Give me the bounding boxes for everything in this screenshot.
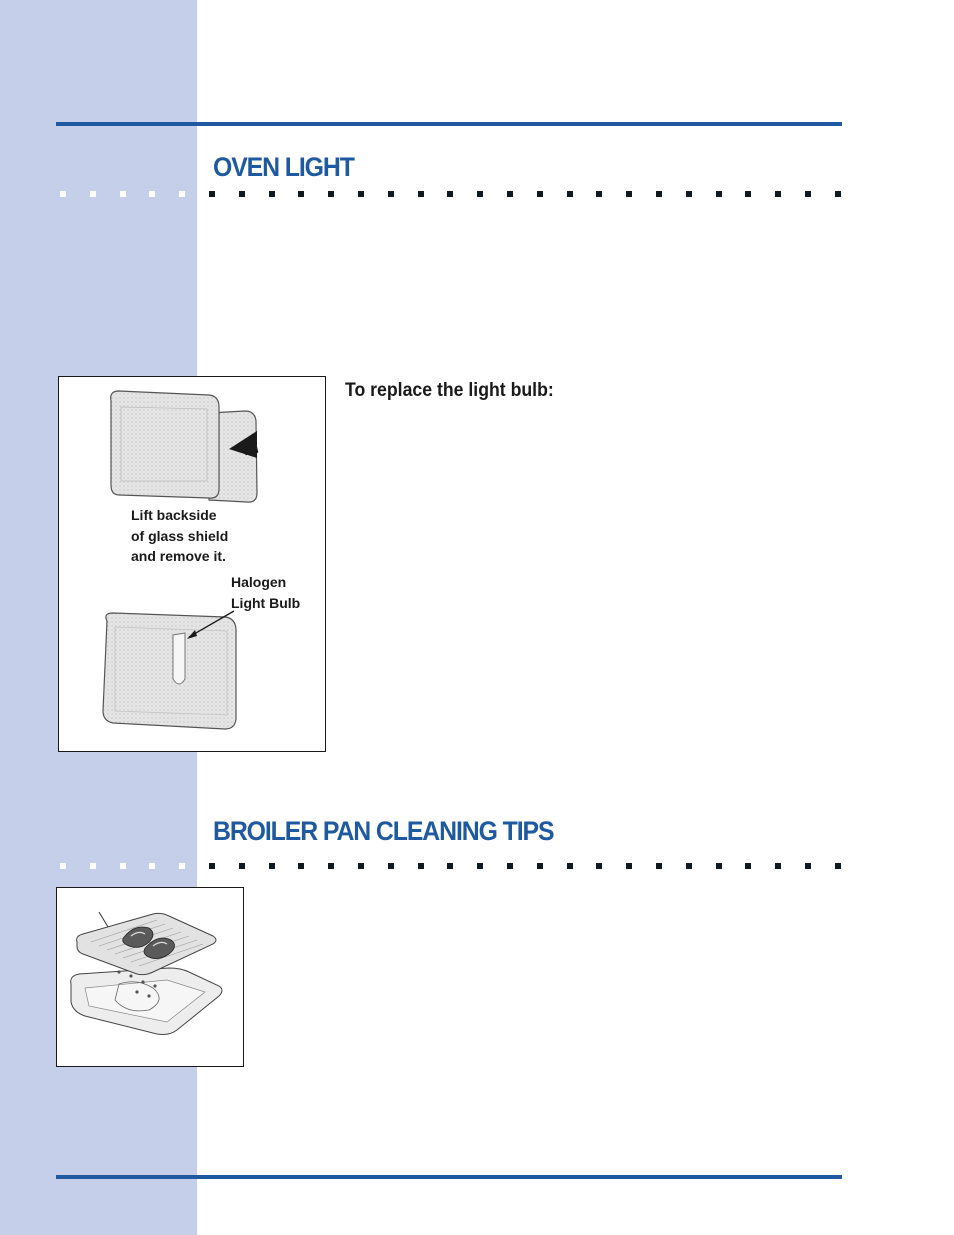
divider-dot (775, 191, 781, 197)
divider-dot (120, 191, 126, 197)
divider-dot (298, 191, 304, 197)
divider-dot (269, 863, 275, 869)
bottom-rule (56, 1175, 842, 1179)
divider-dot (596, 863, 602, 869)
divider-dot (805, 863, 811, 869)
divider-dot (775, 863, 781, 869)
divider-dot (477, 191, 483, 197)
divider-dot (447, 863, 453, 869)
caption-line: of glass shield (131, 527, 229, 544)
divider-dot (716, 863, 722, 869)
divider-dot (835, 863, 841, 869)
divider-dot (209, 191, 215, 197)
divider-dot (120, 863, 126, 869)
divider-dot (686, 191, 692, 197)
divider-dot (745, 863, 751, 869)
oven-light-figure (58, 376, 326, 752)
divider-dot (358, 863, 364, 869)
oven-light-title: OVEN LIGHT (213, 152, 354, 182)
divider-dot (90, 863, 96, 869)
top-rule (56, 122, 842, 126)
caption-line: Halogen (231, 574, 287, 590)
divider-dot (507, 863, 513, 869)
divider-dot (239, 191, 245, 197)
divider-dot (537, 863, 543, 869)
divider-dot (447, 191, 453, 197)
broiler-pan-illustration (57, 888, 245, 1068)
divider-dot (656, 191, 662, 197)
replace-bulb-subheading: To replace the light bulb: (345, 380, 554, 401)
divider-dot (537, 191, 543, 197)
divider-dot (716, 191, 722, 197)
divider-dot (239, 863, 245, 869)
divider-dot (477, 863, 483, 869)
divider-dot (60, 191, 66, 197)
divider-dot (388, 863, 394, 869)
divider-dot (745, 191, 751, 197)
dotted-divider (56, 862, 846, 870)
divider-dot (418, 191, 424, 197)
divider-dot (209, 863, 215, 869)
divider-dot (179, 863, 185, 869)
divider-dot (656, 863, 662, 869)
divider-dot (626, 191, 632, 197)
divider-dot (835, 191, 841, 197)
divider-dot (567, 191, 573, 197)
divider-dot (179, 191, 185, 197)
light-bulb-icon (173, 633, 185, 684)
divider-dot (60, 863, 66, 869)
divider-dot (567, 863, 573, 869)
broiler-pan-figure (56, 887, 244, 1067)
divider-dot (328, 863, 334, 869)
caption-line: Light Bulb (231, 594, 301, 611)
dotted-divider (56, 190, 846, 198)
divider-dot (507, 191, 513, 197)
divider-dot (298, 863, 304, 869)
divider-dot (388, 191, 394, 197)
divider-dot (418, 863, 424, 869)
divider-dot (328, 191, 334, 197)
divider-dot (149, 863, 155, 869)
divider-dot (596, 191, 602, 197)
divider-dot (686, 863, 692, 869)
divider-dot (805, 191, 811, 197)
divider-dot (90, 191, 96, 197)
caption-line: Lift backside (131, 507, 217, 523)
divider-dot (626, 863, 632, 869)
divider-dot (358, 191, 364, 197)
caption-line: and remove it. (131, 548, 226, 564)
broiler-pan-title: BROILER PAN CLEANING TIPS (213, 816, 554, 846)
divider-dot (269, 191, 275, 197)
divider-dot (149, 191, 155, 197)
